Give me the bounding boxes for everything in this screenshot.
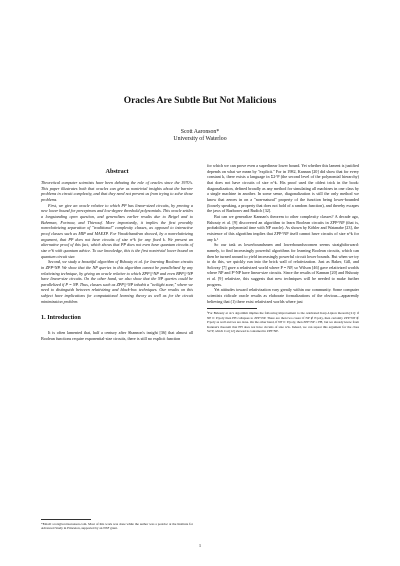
body-paragraph-4: Yet attitudes toward relativization vary greatly within our community. Some computer scientists ridicule oracle results as elaborate formalizations of the obvious—apparently believing that (1) there exist relativized worlds where just [207,287,359,304]
author-footnote: *Email: scott@scottaaronson.com. Most of this work was done while the author was a postdoc at the Institute for Advanced Study in Princeton, supported by an NSF grant. [41,522,193,531]
page-number: 1 [198,543,202,548]
author-block [0,129,400,143]
author-name: Scott Aaronson* [180,129,220,135]
right-footnote-rule [207,308,257,309]
footnote-1: ¹For Bshouty et al.'s algorithm implies the following improvement to the celebrated Karp-Lipton theorem [21]: if NP ⊂ P/poly then PH collapses to ZPP^NP. There are then two cases: if NP ⊄ P/poly, then certainly ZPP^NP ⊄ P/poly as well and we are done. On the other hand, if NP ⊂ P/poly, then ZPP^NP = PH, but we already know from Kannan's theorem that PH does not have circuits of size n^k. Indeed, we can repeat this argument for the class S2^P, which Cai [12] showed is contained in ZPP^NP. [207,311,359,334]
introduction-paragraph: It is often lamented that, half a century after Shannon's insight [36] that almost all Boolean functions require exponential-size circuits, there is still no explicit function [41,330,193,342]
left-column [41,168,193,342]
abstract-paragraph-2: First, we give an oracle relative to which PP has linear-sized circuits, by proving a new lower bound for perceptrons and low-degree threshold polynomials. This oracle settles a longstanding open question, and generalizes earlier results due to Beigel and to Buhrman, Fortnow, and Thierauf. More importantly, it implies the first provably nonrelativizing separation of "traditional" complexity classes, as opposed to interactive proof classes such as MIP and MAEXP. For Vinodchandran showed, by a nonrelativizing argument, that PP does not have circuits of size n^k for any fixed k. We present an alternative proof of this fact, which shows that PP does not even have quantum circuits of size n^k with quantum advice. To our knowledge, this is the first nontrivial lower bound on quantum circuit size. [41,202,193,259]
abstract-heading: Abstract [105,168,129,175]
left-footnote-rule [41,519,91,520]
body-paragraph-3: So our task as lowerboundsmen and lowerboundswomen seems straightforward: namely, to find increasingly powerful algorithms for learning Boolean circuits, which can then be turned around to yield increasingly powerful circuit lower bounds. But when we try to do this, we quickly run into the brick wall of relativization. Just as Baker, Gill, and Solovay [7] gave a relativized world where P = NP, so Wilson [46] gave relativized worlds where NP and P^NP have linear-size circuits. Since the results of Kannan [20] and Bshouty et al. [9] relativize, this suggests that new techniques will be needed to make further progress. [207,242,359,287]
paper-title: Oracles Are Subtle But Not Malicious [123,96,277,106]
abstract-paragraph-1: Theoretical computer scientists have been debating the role of oracles since the 1970's. This paper illustrates both that oracles can give us nontrivial insights about the barrier problems in circuit complexity, and that they need not prevent us from trying to solve those problems. [41,180,193,202]
body-paragraph-1: for which we can prove even a superlinear lower bound. Yet whether this lament is justified depends on what we mean by "explicit." For in 1982, Kannan [20] did show that for every constant k, there exists a language in Σ2^P (the second level of the polynomial hierarchy) that does not have circuits of size n^k. His proof used the oldest trick in the book: diagonalization, defined broadly as any method for simulating all machines in one class by a single machine in another. In some sense, diagonalization is still the only method we know that zeroes in on a "non-natural" property of the function being lower-bounded (loosely speaking, a property that does not hold of a random function), and thereby escapes the jaws of Razborov and Rudich [32]. [207,163,359,214]
author-affiliation: University of Waterloo [173,136,227,143]
abstract-paragraph-3: Second, we study a beautiful algorithm of Bshouty et al. for learning Boolean circuits in ZPP^NP. We show that the NP queries in this algorithm cannot be parallelized by any relativizing technique, by giving an oracle relative to which ZPP||^NP and even BPP||^NP have linear-size circuits. On the other hand, we also show that the NP queries could be parallelized if P = NP. Thus, classes such as ZPP||^NP inhabit a "twilight zone," where we need to distinguish between relativizing and black-box techniques. Our results on this subject have implications for computational learning theory as well as for the circuit minimization problem. [41,259,193,304]
right-column [207,163,359,333]
body-paragraph-2: But can we generalize Kannan's theorem to other complexity classes? A decade ago, Bshouty et al. [9] discovered an algorithm to learn Boolean circuits in ZPP^NP (that is, probabilistic polynomial time with NP oracle). As shown by Köbler and Watanabe [23], the existence of this algorithm implies that ZPP^NP itself cannot have circuits of size n^k for any k.¹ [207,213,359,242]
introduction-heading: 1. Introduction [41,314,81,322]
